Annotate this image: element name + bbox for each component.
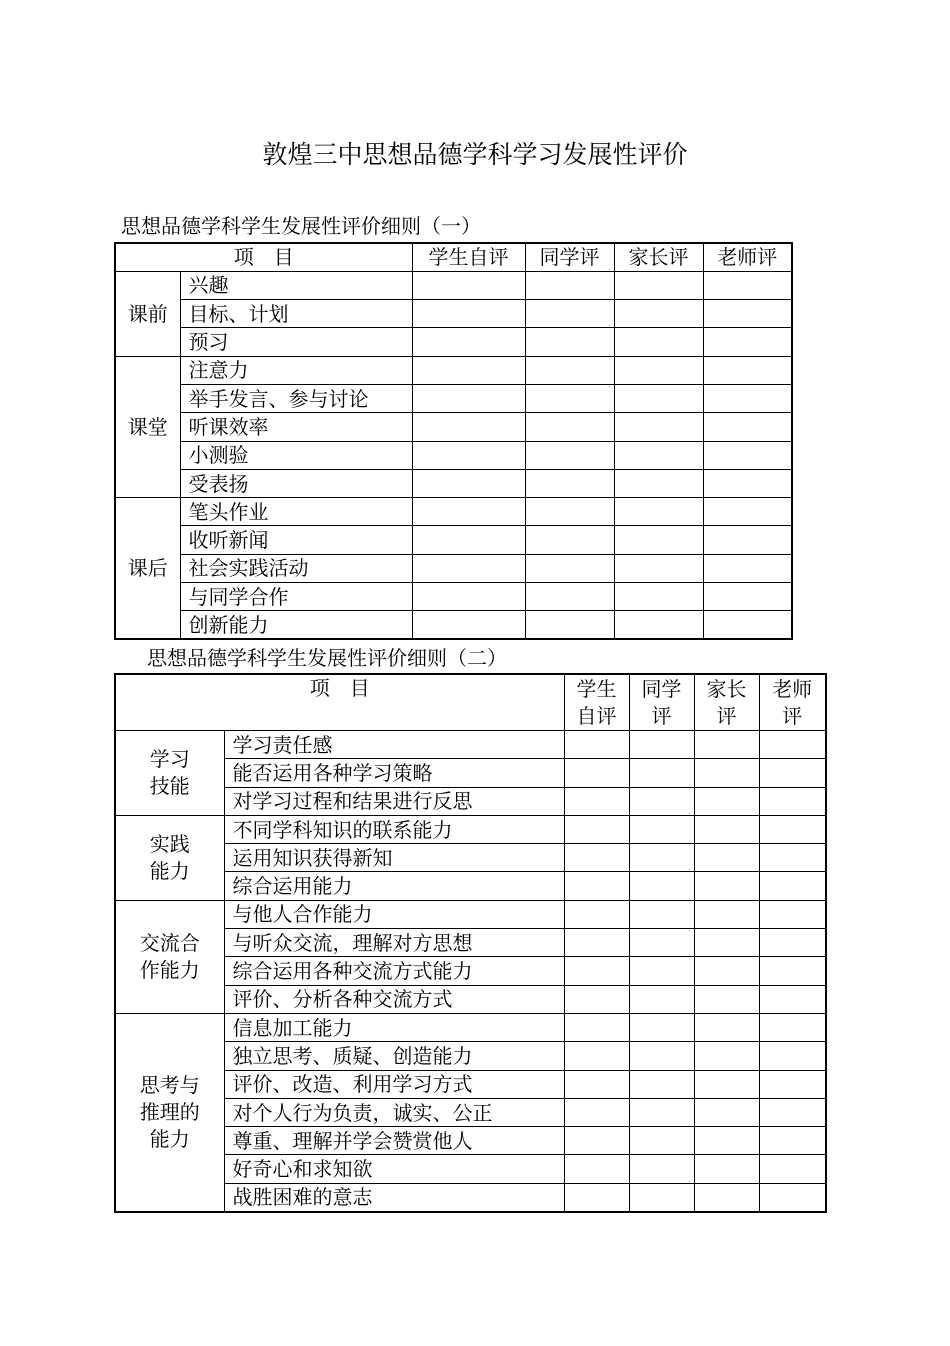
table-row: [115, 526, 792, 554]
table-row: [115, 583, 792, 611]
table-row: [115, 469, 792, 497]
rating-cell[interactable]: [694, 957, 759, 985]
table-row: [115, 271, 792, 299]
table1-item-label: 笔头作业: [180, 498, 412, 526]
rating-cell[interactable]: [629, 787, 694, 815]
rating-cell[interactable]: [412, 583, 525, 611]
table2-item-header: 项 目: [115, 674, 564, 731]
table2-eval-header: [629, 674, 694, 731]
table2-item-label: 评价、改造、利用学习方式: [224, 1070, 564, 1098]
rating-cell[interactable]: [525, 526, 614, 554]
table2-item-label: 评价、分析各种交流方式: [224, 985, 564, 1013]
rating-cell[interactable]: [703, 583, 792, 611]
rating-cell[interactable]: [525, 328, 614, 356]
table1-header-row: [115, 243, 792, 271]
rating-cell[interactable]: [759, 1098, 826, 1126]
rating-cell[interactable]: [629, 1183, 694, 1211]
table-row: [115, 441, 792, 469]
rating-cell[interactable]: [412, 271, 525, 299]
rating-cell[interactable]: [614, 441, 703, 469]
rating-cell[interactable]: [412, 300, 525, 328]
rating-cell[interactable]: [412, 356, 525, 384]
rating-cell[interactable]: [703, 356, 792, 384]
table-row: [115, 611, 792, 639]
rating-cell[interactable]: [412, 441, 525, 469]
rating-cell[interactable]: [564, 957, 629, 985]
rating-cell[interactable]: [564, 1127, 629, 1155]
rating-cell[interactable]: [629, 985, 694, 1013]
table-row: [115, 356, 792, 384]
table1-eval-header: 老师评: [703, 243, 792, 271]
rating-cell[interactable]: [629, 1098, 694, 1126]
table2-item-label: 不同学科知识的联系能力: [224, 815, 564, 843]
table1-item-label: 目标、计划: [180, 300, 412, 328]
rating-cell[interactable]: [694, 1042, 759, 1070]
evaluation-table-2: [114, 673, 827, 1213]
table1-item-label: 兴趣: [180, 271, 412, 299]
header-line: 评: [782, 704, 803, 728]
rating-cell[interactable]: [614, 328, 703, 356]
rating-cell[interactable]: [614, 526, 703, 554]
rating-cell[interactable]: [525, 554, 614, 582]
table-row: [115, 300, 792, 328]
rating-cell[interactable]: [525, 583, 614, 611]
table2-item-label: 对学习过程和结果进行反思: [224, 787, 564, 815]
table1-item-label: 举手发言、参与讨论: [180, 384, 412, 412]
table2-item-label: 战胜困难的意志: [224, 1183, 564, 1211]
group-label-line: 能力: [149, 1126, 190, 1151]
table2-item-label: 综合运用各种交流方式能力: [224, 957, 564, 985]
rating-cell[interactable]: [629, 872, 694, 900]
rating-cell[interactable]: [694, 1183, 759, 1211]
table-row: [115, 498, 792, 526]
rating-cell[interactable]: [564, 844, 629, 872]
rating-cell[interactable]: [614, 300, 703, 328]
table2-group-label: [115, 815, 224, 900]
rating-cell[interactable]: [703, 413, 792, 441]
rating-cell[interactable]: [614, 271, 703, 299]
rating-cell[interactable]: [759, 1127, 826, 1155]
rating-cell[interactable]: [694, 815, 759, 843]
rating-cell[interactable]: [759, 872, 826, 900]
table-row: [115, 554, 792, 582]
rating-cell[interactable]: [412, 611, 525, 639]
rating-cell[interactable]: [629, 844, 694, 872]
rating-cell[interactable]: [759, 1013, 826, 1041]
rating-cell[interactable]: [629, 759, 694, 787]
rating-cell[interactable]: [614, 611, 703, 639]
rating-cell[interactable]: [694, 759, 759, 787]
rating-cell[interactable]: [759, 1155, 826, 1183]
rating-cell[interactable]: [412, 384, 525, 412]
header-line: 评: [716, 704, 737, 728]
table2-item-label: 信息加工能力: [224, 1013, 564, 1041]
rating-cell[interactable]: [703, 469, 792, 497]
table1-item-label: 受表扬: [180, 469, 412, 497]
rating-cell[interactable]: [703, 271, 792, 299]
rating-cell[interactable]: [703, 441, 792, 469]
rating-cell[interactable]: [759, 787, 826, 815]
rating-cell[interactable]: [564, 929, 629, 957]
header-line: 家长: [706, 677, 747, 701]
rating-cell[interactable]: [759, 759, 826, 787]
table-row: [115, 384, 792, 412]
header-line: 自评: [576, 704, 617, 728]
table-row: [115, 413, 792, 441]
rating-cell[interactable]: [629, 900, 694, 928]
table1-item-header: 项 目: [115, 243, 412, 271]
table2-group-label: [115, 731, 224, 816]
rating-cell[interactable]: [614, 356, 703, 384]
rating-cell[interactable]: [564, 900, 629, 928]
table2-eval-header: [694, 674, 759, 731]
table2-header-row: [115, 674, 826, 731]
rating-cell[interactable]: [564, 985, 629, 1013]
rating-cell[interactable]: [759, 815, 826, 843]
rating-cell[interactable]: [759, 1070, 826, 1098]
rating-cell[interactable]: [694, 985, 759, 1013]
rating-cell[interactable]: [629, 1155, 694, 1183]
evaluation-table-1: [114, 242, 793, 640]
rating-cell[interactable]: [564, 1183, 629, 1211]
rating-cell[interactable]: [564, 1013, 629, 1041]
group-label-line: 交流合: [139, 930, 200, 955]
table1-eval-header: 同学评: [525, 243, 614, 271]
rating-cell[interactable]: [759, 957, 826, 985]
rating-cell[interactable]: [614, 384, 703, 412]
table2-item-label: 能否运用各种学习策略: [224, 759, 564, 787]
rating-cell[interactable]: [759, 929, 826, 957]
table-row: [115, 815, 826, 843]
rating-cell[interactable]: [564, 1098, 629, 1126]
table2-item-label: 综合运用能力: [224, 872, 564, 900]
table2-caption: 思想品德学科学生发展性评价细则（二）: [147, 646, 507, 670]
rating-cell[interactable]: [614, 498, 703, 526]
rating-cell[interactable]: [759, 900, 826, 928]
rating-cell[interactable]: [694, 872, 759, 900]
rating-cell[interactable]: [525, 300, 614, 328]
header-line: 评: [651, 704, 672, 728]
rating-cell[interactable]: [694, 731, 759, 759]
rating-cell[interactable]: [629, 1070, 694, 1098]
header-line: 老师: [772, 677, 813, 701]
table1-eval-header: 家长评: [614, 243, 703, 271]
rating-cell[interactable]: [629, 957, 694, 985]
header-line: 学生: [576, 677, 617, 701]
rating-cell[interactable]: [629, 929, 694, 957]
rating-cell[interactable]: [564, 1042, 629, 1070]
rating-cell[interactable]: [694, 900, 759, 928]
table1-caption: 思想品德学科学生发展性评价细则（一）: [121, 214, 481, 238]
table2-item-label: 与他人合作能力: [224, 900, 564, 928]
rating-cell[interactable]: [412, 413, 525, 441]
rating-cell[interactable]: [614, 469, 703, 497]
rating-cell[interactable]: [694, 1098, 759, 1126]
rating-cell[interactable]: [694, 929, 759, 957]
rating-cell[interactable]: [759, 731, 826, 759]
rating-cell[interactable]: [525, 441, 614, 469]
table1-item-label: 注意力: [180, 356, 412, 384]
rating-cell[interactable]: [564, 1155, 629, 1183]
table-row: [115, 731, 826, 759]
rating-cell[interactable]: [412, 526, 525, 554]
rating-cell[interactable]: [525, 413, 614, 441]
rating-cell[interactable]: [412, 554, 525, 582]
rating-cell[interactable]: [694, 787, 759, 815]
rating-cell[interactable]: [412, 469, 525, 497]
rating-cell[interactable]: [614, 583, 703, 611]
rating-cell[interactable]: [759, 844, 826, 872]
rating-cell[interactable]: [694, 844, 759, 872]
table2-item-label: 学习责任感: [224, 731, 564, 759]
table-row: [115, 328, 792, 356]
group-label-line: 作能力: [139, 957, 200, 982]
table2-item-label: 运用知识获得新知: [224, 844, 564, 872]
rating-cell[interactable]: [703, 611, 792, 639]
rating-cell[interactable]: [703, 526, 792, 554]
table1-eval-header: 学生自评: [412, 243, 525, 271]
header-line: 同学: [641, 677, 682, 701]
rating-cell[interactable]: [759, 1042, 826, 1070]
table2-item-label: 尊重、理解并学会赞赏他人: [224, 1127, 564, 1155]
table1-group-label: 课前: [115, 271, 180, 356]
table1-group-label: 课后: [115, 498, 180, 639]
table2-eval-header: [759, 674, 826, 731]
rating-cell[interactable]: [525, 611, 614, 639]
table2-item-label: 好奇心和求知欲: [224, 1155, 564, 1183]
rating-cell[interactable]: [614, 413, 703, 441]
table1-item-label: 小测验: [180, 441, 412, 469]
table-row: [115, 1013, 826, 1041]
table2-item-label: 独立思考、质疑、创造能力: [224, 1042, 564, 1070]
rating-cell[interactable]: [412, 498, 525, 526]
rating-cell[interactable]: [564, 815, 629, 843]
table1-item-label: 听课效率: [180, 413, 412, 441]
rating-cell[interactable]: [564, 759, 629, 787]
document-title: 敦煌三中思想品德学科学习发展性评价: [262, 140, 688, 169]
group-label-line: 学习: [149, 746, 190, 771]
group-label-line: 实践: [149, 831, 190, 856]
rating-cell[interactable]: [525, 384, 614, 412]
table1-item-label: 与同学合作: [180, 583, 412, 611]
rating-cell[interactable]: [694, 1127, 759, 1155]
table-row: [115, 900, 826, 928]
rating-cell[interactable]: [629, 815, 694, 843]
table2-item-label: 与听众交流，理解对方思想: [224, 929, 564, 957]
table1-item-label: 创新能力: [180, 611, 412, 639]
table2-item-label: 对个人行为负责，诚实、公正: [224, 1098, 564, 1126]
table2-group-label: [115, 900, 224, 1013]
table1-item-label: 收听新闻: [180, 526, 412, 554]
rating-cell[interactable]: [564, 731, 629, 759]
group-label-line: 技能: [149, 773, 190, 798]
rating-cell[interactable]: [629, 1042, 694, 1070]
rating-cell[interactable]: [629, 731, 694, 759]
rating-cell[interactable]: [759, 985, 826, 1013]
group-label-line: 能力: [149, 858, 190, 883]
rating-cell[interactable]: [694, 1013, 759, 1041]
rating-cell[interactable]: [703, 554, 792, 582]
rating-cell[interactable]: [694, 1070, 759, 1098]
rating-cell[interactable]: [614, 554, 703, 582]
table1-item-label: 预习: [180, 328, 412, 356]
rating-cell[interactable]: [629, 1013, 694, 1041]
table1-group-label: 课堂: [115, 356, 180, 497]
rating-cell[interactable]: [564, 787, 629, 815]
table2-group-label: [115, 1013, 224, 1211]
table2-eval-header: [564, 674, 629, 731]
rating-cell[interactable]: [564, 872, 629, 900]
rating-cell[interactable]: [694, 1155, 759, 1183]
rating-cell[interactable]: [525, 498, 614, 526]
rating-cell[interactable]: [703, 384, 792, 412]
group-label-line: 思考与: [139, 1072, 200, 1097]
rating-cell[interactable]: [412, 328, 525, 356]
table1-item-label: 社会实践活动: [180, 554, 412, 582]
rating-cell[interactable]: [629, 1127, 694, 1155]
rating-cell[interactable]: [564, 1070, 629, 1098]
rating-cell[interactable]: [703, 328, 792, 356]
rating-cell[interactable]: [525, 356, 614, 384]
rating-cell[interactable]: [703, 300, 792, 328]
rating-cell[interactable]: [525, 469, 614, 497]
rating-cell[interactable]: [759, 1183, 826, 1211]
rating-cell[interactable]: [703, 498, 792, 526]
rating-cell[interactable]: [525, 271, 614, 299]
group-label-line: 推理的: [139, 1099, 200, 1124]
